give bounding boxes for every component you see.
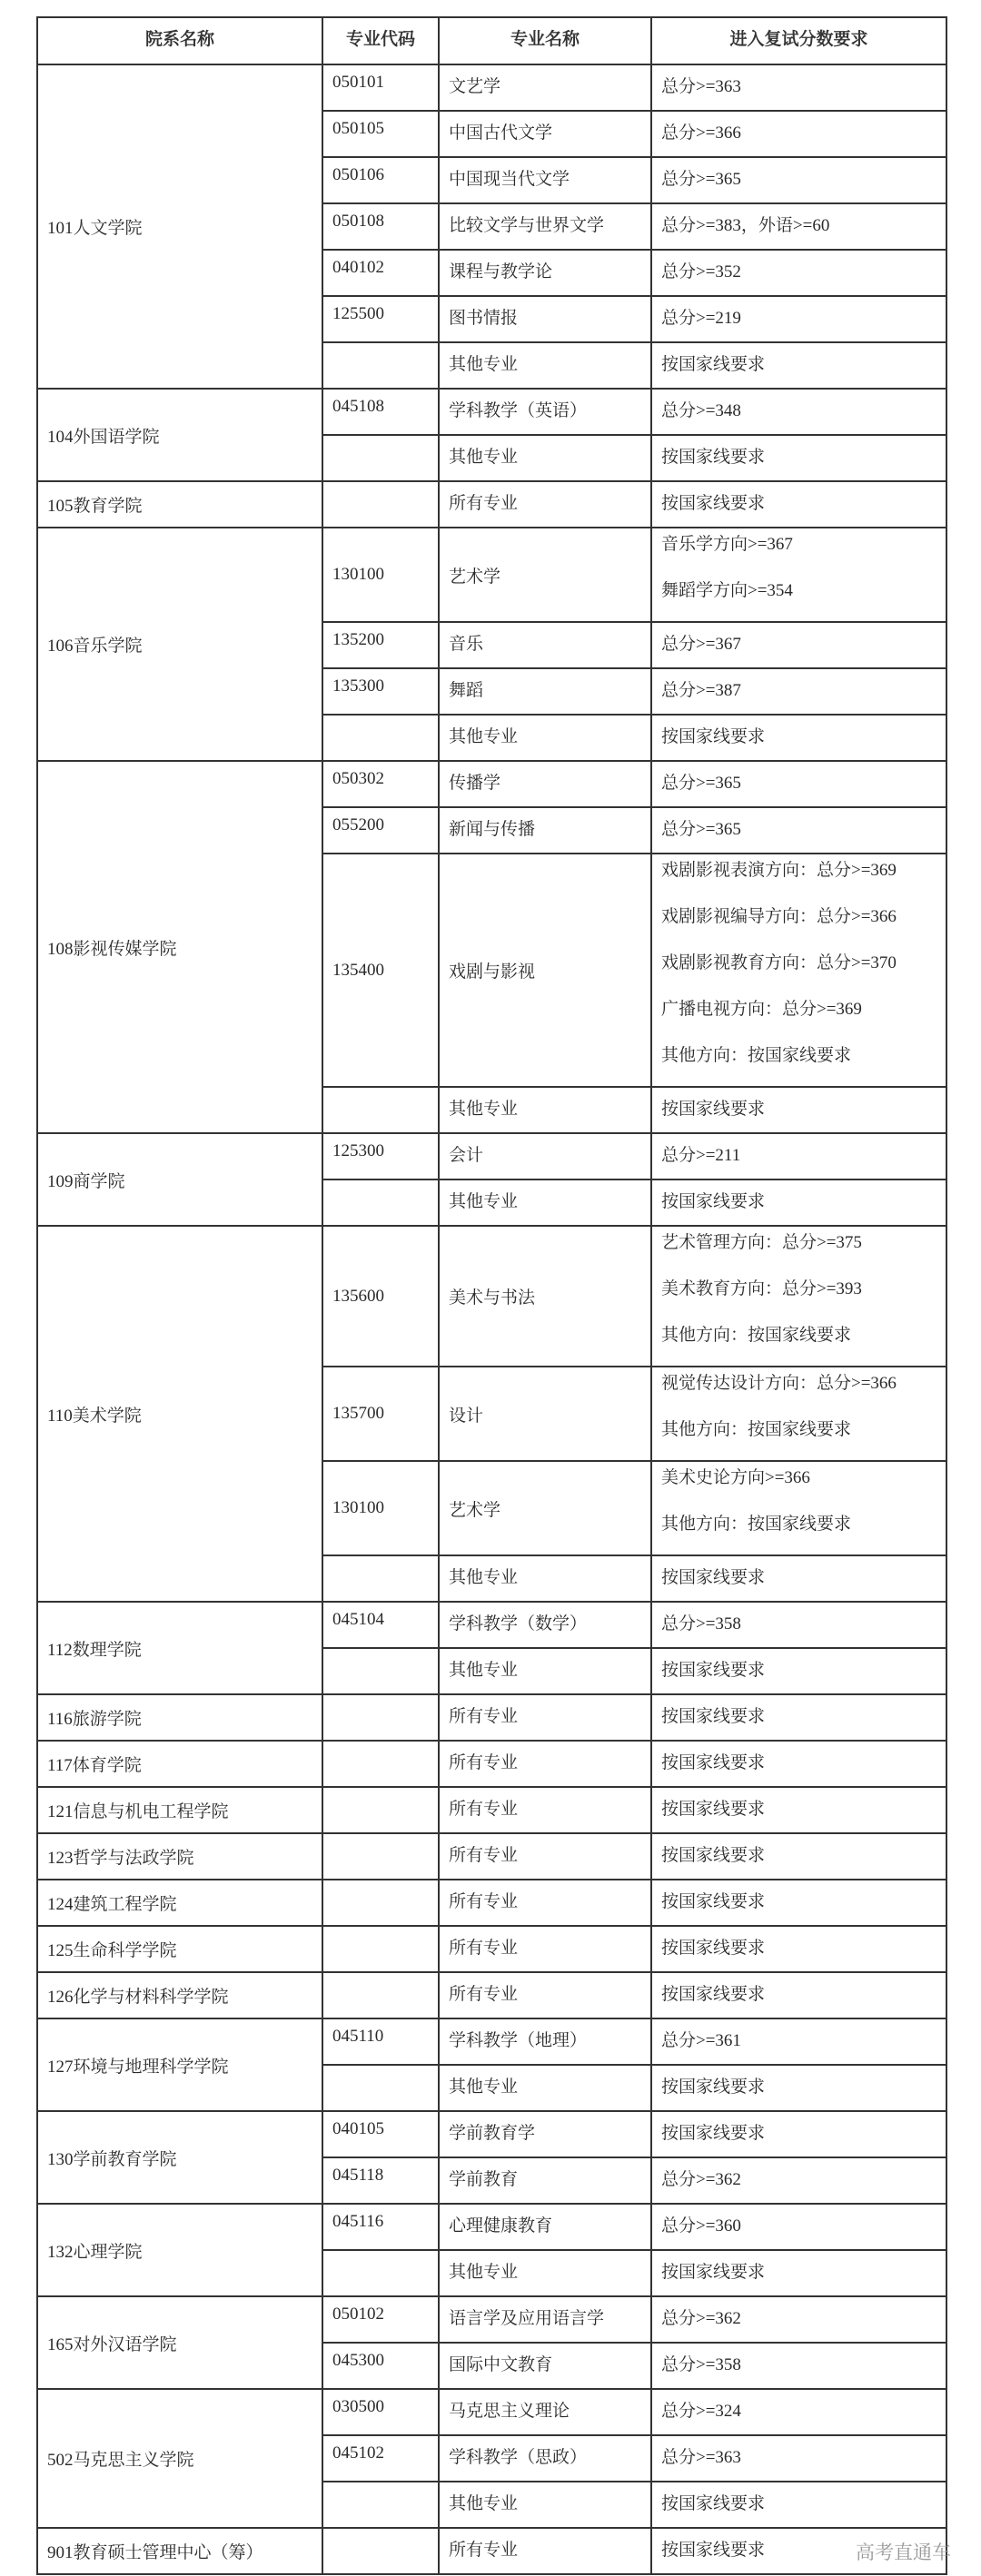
major-name: 艺术学 [439,528,651,622]
table-row [37,1880,946,1926]
major-code: 050108 [322,203,439,250]
requirement-line: 美术教育方向：总分>=393 [661,1279,862,1298]
major-name: 学科教学（思政） [439,2435,651,2482]
score-requirement: 总分>=383，外语>=60 [651,203,946,250]
major-code: 135400 [322,854,439,1087]
requirement-line: 美术史论方向>=366 [661,1468,810,1487]
table-row [37,389,946,435]
major-name: 马克思主义理论 [439,2389,651,2435]
score-requirement: 总分>=365 [651,157,946,203]
major-code: 030500 [322,2389,439,2435]
major-code: 135700 [322,1367,439,1461]
score-requirement: 总分>=362 [651,2157,946,2204]
major-name: 其他专业 [439,1087,651,1133]
dept-name: 901教育硕士管理中心（筹） [37,2528,322,2574]
score-requirement: 总分>=367 [651,622,946,668]
header-requirement: 进入复试分数要求 [651,17,946,64]
major-code [322,715,439,761]
major-code: 125300 [322,1133,439,1179]
score-requirement: 按国家线要求 [651,2250,946,2296]
requirement-line: 广播电视方向：总分>=369 [661,1000,862,1019]
table-row [37,2296,946,2343]
major-name: 其他专业 [439,435,651,481]
major-code: 045108 [322,389,439,435]
major-name: 学科教学（英语） [439,389,651,435]
dept-name: 108影视传媒学院 [37,761,322,1133]
major-name: 学科教学（地理） [439,2018,651,2065]
major-code: 050106 [322,157,439,203]
major-name: 艺术学 [439,1461,651,1555]
major-code [322,1926,439,1972]
score-requirement: 按国家线要求 [651,342,946,389]
score-requirement: 按国家线要求 [651,1694,946,1741]
major-name: 所有专业 [439,1833,651,1880]
dept-name: 132心理学院 [37,2204,322,2296]
score-requirement: 按国家线要求 [651,715,946,761]
major-name: 传播学 [439,761,651,807]
major-code [322,481,439,528]
major-code [322,435,439,481]
major-name: 中国古代文学 [439,111,651,157]
requirement-line: 其他方向：按国家线要求 [661,1326,852,1345]
score-requirement [651,1367,946,1461]
dept-name: 165对外汉语学院 [37,2296,322,2389]
major-name: 心理健康教育 [439,2204,651,2250]
major-code [322,2482,439,2528]
major-code: 045104 [322,1602,439,1648]
score-requirement: 按国家线要求 [651,1972,946,2018]
major-name: 设计 [439,1367,651,1461]
major-name: 其他专业 [439,2065,651,2111]
score-requirement: 按国家线要求 [651,2065,946,2111]
requirement-line: 戏剧影视编导方向：总分>=366 [661,907,897,926]
score-requirement: 总分>=211 [651,1133,946,1179]
major-code [322,1741,439,1787]
major-code [322,1648,439,1694]
score-requirement: 按国家线要求 [651,2482,946,2528]
major-code: 130100 [322,528,439,622]
score-requirement: 按国家线要求 [651,2528,946,2574]
score-requirement: 按国家线要求 [651,481,946,528]
major-name: 所有专业 [439,1787,651,1833]
score-requirement: 总分>=387 [651,668,946,715]
requirement-line: 其他方向：按国家线要求 [661,1515,852,1534]
dept-name: 105教育学院 [37,481,322,528]
dept-name: 112数理学院 [37,1602,322,1694]
major-code: 050101 [322,64,439,111]
major-code: 050102 [322,2296,439,2343]
major-code: 135300 [322,668,439,715]
major-code: 040102 [322,250,439,296]
major-code [322,1880,439,1926]
major-code [322,1787,439,1833]
dept-name: 127环境与地理科学学院 [37,2018,322,2111]
major-name: 比较文学与世界文学 [439,203,651,250]
major-code [322,1555,439,1602]
requirement-line: 视觉传达设计方向：总分>=366 [661,1374,897,1393]
table-row [37,1926,946,1972]
major-name: 语言学及应用语言学 [439,2296,651,2343]
dept-name: 126化学与材料科学学院 [37,1972,322,2018]
table-row [37,2111,946,2157]
table-row [37,1133,946,1179]
major-name: 学前教育 [439,2157,651,2204]
major-code: 050302 [322,761,439,807]
major-name: 国际中文教育 [439,2343,651,2389]
major-code [322,1833,439,1880]
major-name: 文艺学 [439,64,651,111]
dept-name: 502马克思主义学院 [37,2389,322,2528]
major-code [322,2065,439,2111]
dept-name: 121信息与机电工程学院 [37,1787,322,1833]
score-requirement: 按国家线要求 [651,1787,946,1833]
major-name: 所有专业 [439,2528,651,2574]
table-row [37,2204,946,2250]
header-dept: 院系名称 [37,17,322,64]
score-requirement: 按国家线要求 [651,1648,946,1694]
major-name: 所有专业 [439,1694,651,1741]
score-requirement: 总分>=352 [651,250,946,296]
dept-name: 116旅游学院 [37,1694,322,1741]
major-code [322,1179,439,1226]
table-row [37,528,946,622]
score-requirement: 按国家线要求 [651,1880,946,1926]
major-name: 所有专业 [439,1972,651,2018]
header-code: 专业代码 [322,17,439,64]
table-row [37,2389,946,2435]
score-requirement [651,528,946,622]
table-row [37,761,946,807]
table-row [37,1602,946,1648]
score-requirement: 总分>=360 [651,2204,946,2250]
major-name: 舞蹈 [439,668,651,715]
dept-name: 104外国语学院 [37,389,322,481]
score-requirement: 总分>=366 [651,111,946,157]
major-name: 所有专业 [439,1926,651,1972]
score-requirement: 总分>=365 [651,761,946,807]
major-code: 130100 [322,1461,439,1555]
score-requirement: 按国家线要求 [651,435,946,481]
watermark: 高考直通车 [856,2541,951,2563]
score-requirement: 总分>=363 [651,2435,946,2482]
major-name: 学科教学（数学） [439,1602,651,1648]
header-major: 专业名称 [439,17,651,64]
major-code: 055200 [322,807,439,854]
major-name: 戏剧与影视 [439,854,651,1087]
score-requirement: 总分>=363 [651,64,946,111]
major-name: 其他专业 [439,1555,651,1602]
score-requirement: 按国家线要求 [651,1833,946,1880]
major-code [322,342,439,389]
score-requirement: 按国家线要求 [651,1926,946,1972]
major-name: 新闻与传播 [439,807,651,854]
table-row [37,64,946,111]
major-name: 美术与书法 [439,1226,651,1367]
dept-name: 125生命科学学院 [37,1926,322,1972]
table-row [37,1787,946,1833]
dept-name: 117体育学院 [37,1741,322,1787]
major-code: 050105 [322,111,439,157]
major-name: 其他专业 [439,2482,651,2528]
score-requirement: 总分>=324 [651,2389,946,2435]
score-requirement: 按国家线要求 [651,1741,946,1787]
major-name: 课程与教学论 [439,250,651,296]
requirement-line: 戏剧影视教育方向：总分>=370 [661,953,897,972]
table-row [37,1226,946,1367]
major-name: 中国现当代文学 [439,157,651,203]
table-row [37,481,946,528]
table-row [37,1833,946,1880]
score-requirement: 总分>=365 [651,807,946,854]
major-code: 045110 [322,2018,439,2065]
requirement-line: 戏剧影视表演方向：总分>=369 [661,861,897,880]
requirement-line: 音乐学方向>=367 [661,535,793,554]
dept-name: 130学前教育学院 [37,2111,322,2204]
dept-name: 124建筑工程学院 [37,1880,322,1926]
score-requirement: 总分>=362 [651,2296,946,2343]
dept-name: 106音乐学院 [37,528,322,761]
score-requirement: 按国家线要求 [651,2111,946,2157]
major-code: 040105 [322,2111,439,2157]
score-requirement: 总分>=348 [651,389,946,435]
score-requirement: 总分>=361 [651,2018,946,2065]
score-requirement: 按国家线要求 [651,1087,946,1133]
major-name: 所有专业 [439,1880,651,1926]
major-name: 所有专业 [439,1741,651,1787]
score-requirement: 总分>=358 [651,2343,946,2389]
requirement-line: 其他方向：按国家线要求 [661,1046,852,1065]
score-requirement: 按国家线要求 [651,1555,946,1602]
dept-name: 101人文学院 [37,64,322,389]
major-code: 135600 [322,1226,439,1367]
major-name: 所有专业 [439,481,651,528]
major-code: 125500 [322,296,439,342]
table-body [37,64,946,2574]
major-code: 045300 [322,2343,439,2389]
major-name: 其他专业 [439,342,651,389]
dept-name: 109商学院 [37,1133,322,1226]
major-name: 学前教育学 [439,2111,651,2157]
major-code [322,1694,439,1741]
major-code [322,1972,439,2018]
dept-name: 110美术学院 [37,1226,322,1602]
major-code: 045102 [322,2435,439,2482]
table-row [37,1694,946,1741]
major-code: 045116 [322,2204,439,2250]
major-name: 图书情报 [439,296,651,342]
major-name: 其他专业 [439,1648,651,1694]
table-row [37,2528,946,2574]
dept-name: 123哲学与法政学院 [37,1833,322,1880]
major-name: 其他专业 [439,2250,651,2296]
major-name: 音乐 [439,622,651,668]
major-name: 会计 [439,1133,651,1179]
table-header-row [37,17,946,64]
score-requirement: 总分>=358 [651,1602,946,1648]
score-requirement: 按国家线要求 [651,1179,946,1226]
score-requirement: 总分>=219 [651,296,946,342]
requirement-line: 其他方向：按国家线要求 [661,1420,852,1439]
table-row [37,1741,946,1787]
requirement-line: 舞蹈学方向>=354 [661,581,793,600]
score-requirement [651,1226,946,1367]
admission-score-table [36,16,947,2575]
major-code: 135200 [322,622,439,668]
major-code [322,2528,439,2574]
table-row [37,2018,946,2065]
requirement-line: 艺术管理方向：总分>=375 [661,1233,862,1252]
score-requirement [651,1461,946,1555]
table-row [37,1972,946,2018]
major-code [322,2250,439,2296]
major-code: 045118 [322,2157,439,2204]
major-code [322,1087,439,1133]
major-name: 其他专业 [439,1179,651,1226]
major-name: 其他专业 [439,715,651,761]
score-requirement [651,854,946,1087]
